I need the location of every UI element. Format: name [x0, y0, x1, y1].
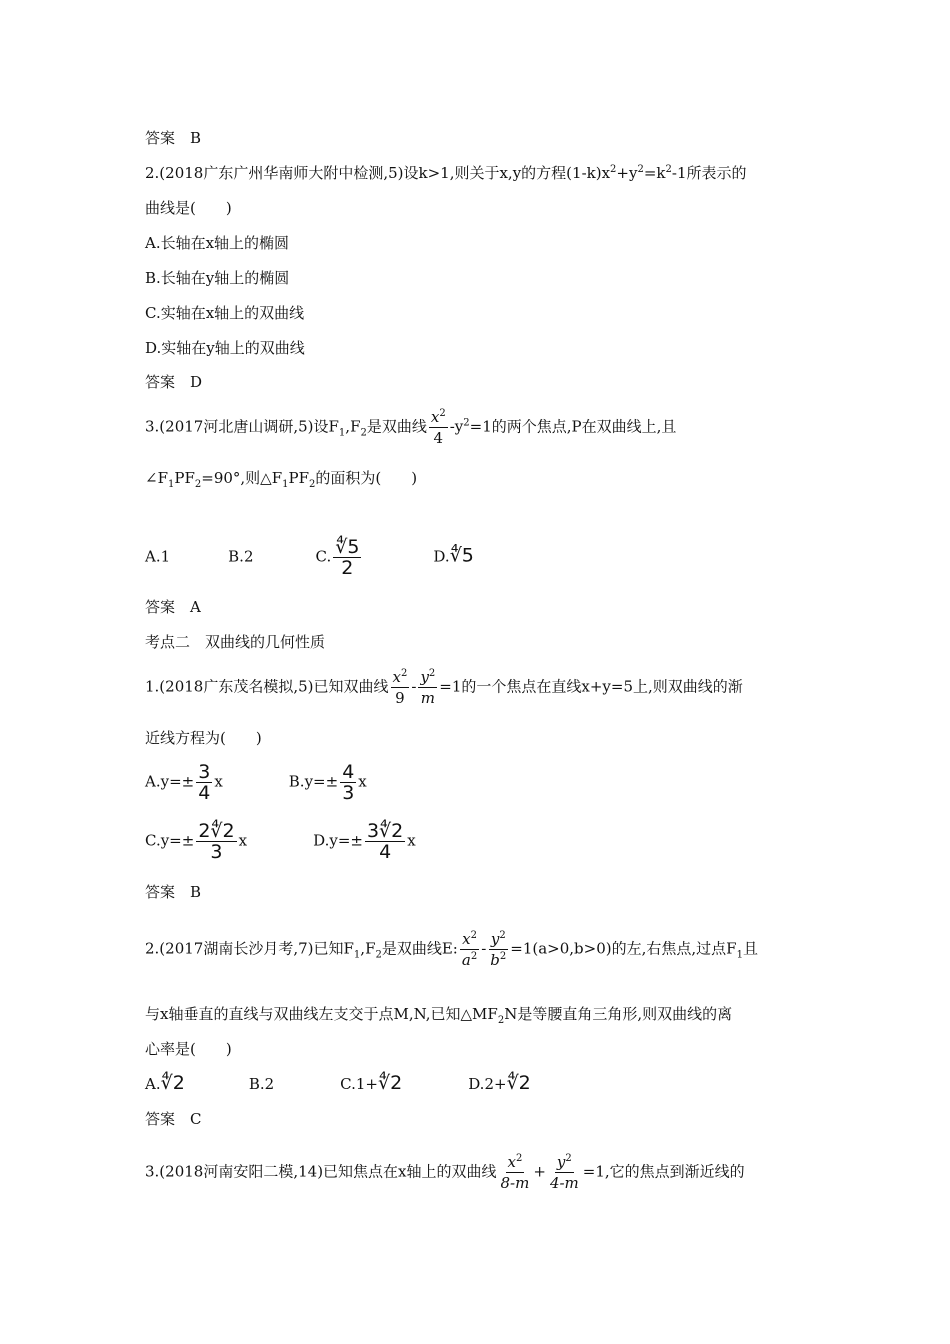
fraction: $\frac{y^2}{m}$ [420, 668, 436, 707]
option-b: B.长轴在y轴上的椭圆 [145, 269, 290, 287]
options-row: A.∜2 B.2 C.1+∜2 D.2+∜2 [145, 1072, 531, 1094]
answer-line: 答案 A [145, 598, 201, 616]
option-a: A.长轴在x轴上的椭圆 [145, 234, 290, 252]
options-row: C.y=± $\frac{2∜2}{3}$ x D.y=± $\frac{3∜2}{4}$ x [145, 820, 416, 863]
question-text: 心率是( ) [145, 1040, 232, 1058]
question-text: 曲线是( ) [145, 199, 232, 217]
fraction: $\frac{x^2}{9}$ [392, 668, 408, 707]
section-heading: 考点二 双曲线的几何性质 [145, 633, 326, 651]
fraction: $\frac{x^2}{a^2}$ [461, 930, 478, 969]
question-text: 近线方程为( ) [145, 729, 262, 747]
fraction: $\frac{4}{3}$ [342, 761, 355, 804]
option-d: D.实轴在y轴上的双曲线 [145, 339, 305, 357]
question-text: $\angle F_1PF_2=90^\circ$,则$\triangle F_1PF_2$的面积为( ) [145, 469, 418, 490]
question-text: 3.(2018河南安阳二模,14)已知焦点在x轴上的双曲线 $\frac{x^2}{8-m}$ + $\frac{y^2}{4-m}$ =1,它的焦点到渐近线的 [145, 1153, 745, 1192]
option-c: C.实轴在x轴上的双曲线 [145, 304, 305, 322]
question-text: 2.(2017湖南长沙月考,7)已知$F_1,F_2$是双曲线E: $\frac{x^2}{a^2}$ - $\frac{y^2}{b^2}$ =1(a>0,b>0)的左,右焦点,过点$F_1$且 [145, 930, 758, 969]
answer-line: 答案 C [145, 1110, 202, 1128]
options-row: A.1 B.2 C. $\frac{∜5}{2}$ D.∜5 [145, 536, 474, 579]
fraction: $\frac{3}{4}$ [198, 761, 211, 804]
question-text: 与x轴垂直的直线与双曲线左支交于点M,N,已知$\triangle MF_2N$是等腰直角三角形,则双曲线的离 [145, 1005, 733, 1026]
question-text: 3.(2017河北唐山调研,5)设$F_1,F_2$是双曲线 $\frac{x^2}{4}$ $-y^2=1$的两个焦点,P在双曲线上,且 [145, 408, 677, 447]
fraction: $\frac{2∜2}{3}$ [198, 820, 235, 863]
question-text: 2.(2018广东广州华南师大附中检测,5)设k>1,则关于x,y的方程$(1-k)x^2+y^2=k^2-1$所表示的 [145, 164, 747, 182]
options-row: A.y=± $\frac{3}{4}$ x B.y=± $\frac{4}{3}$ x [145, 761, 367, 804]
answer-line: 答案 D [145, 373, 203, 391]
fraction: $\frac{3∜2}{4}$ [366, 820, 404, 863]
answer-line: 答案 B [145, 129, 202, 147]
fraction: $\frac{y^2}{4-m}$ [549, 1153, 579, 1192]
fraction: $\frac{x^2}{8-m}$ [500, 1153, 530, 1192]
fraction: $\frac{∜5}{2}$ [335, 536, 360, 579]
fraction: $\frac{x^2}{4}$ [430, 408, 446, 447]
question-text: 1.(2018广东茂名模拟,5)已知双曲线 $\frac{x^2}{9}$ - $\frac{y^2}{m}$ =1的一个焦点在直线x+y=5上,则双曲线的渐 [145, 668, 743, 707]
fraction: $\frac{y^2}{b^2}$ [490, 930, 507, 969]
answer-line: 答案 B [145, 883, 202, 901]
